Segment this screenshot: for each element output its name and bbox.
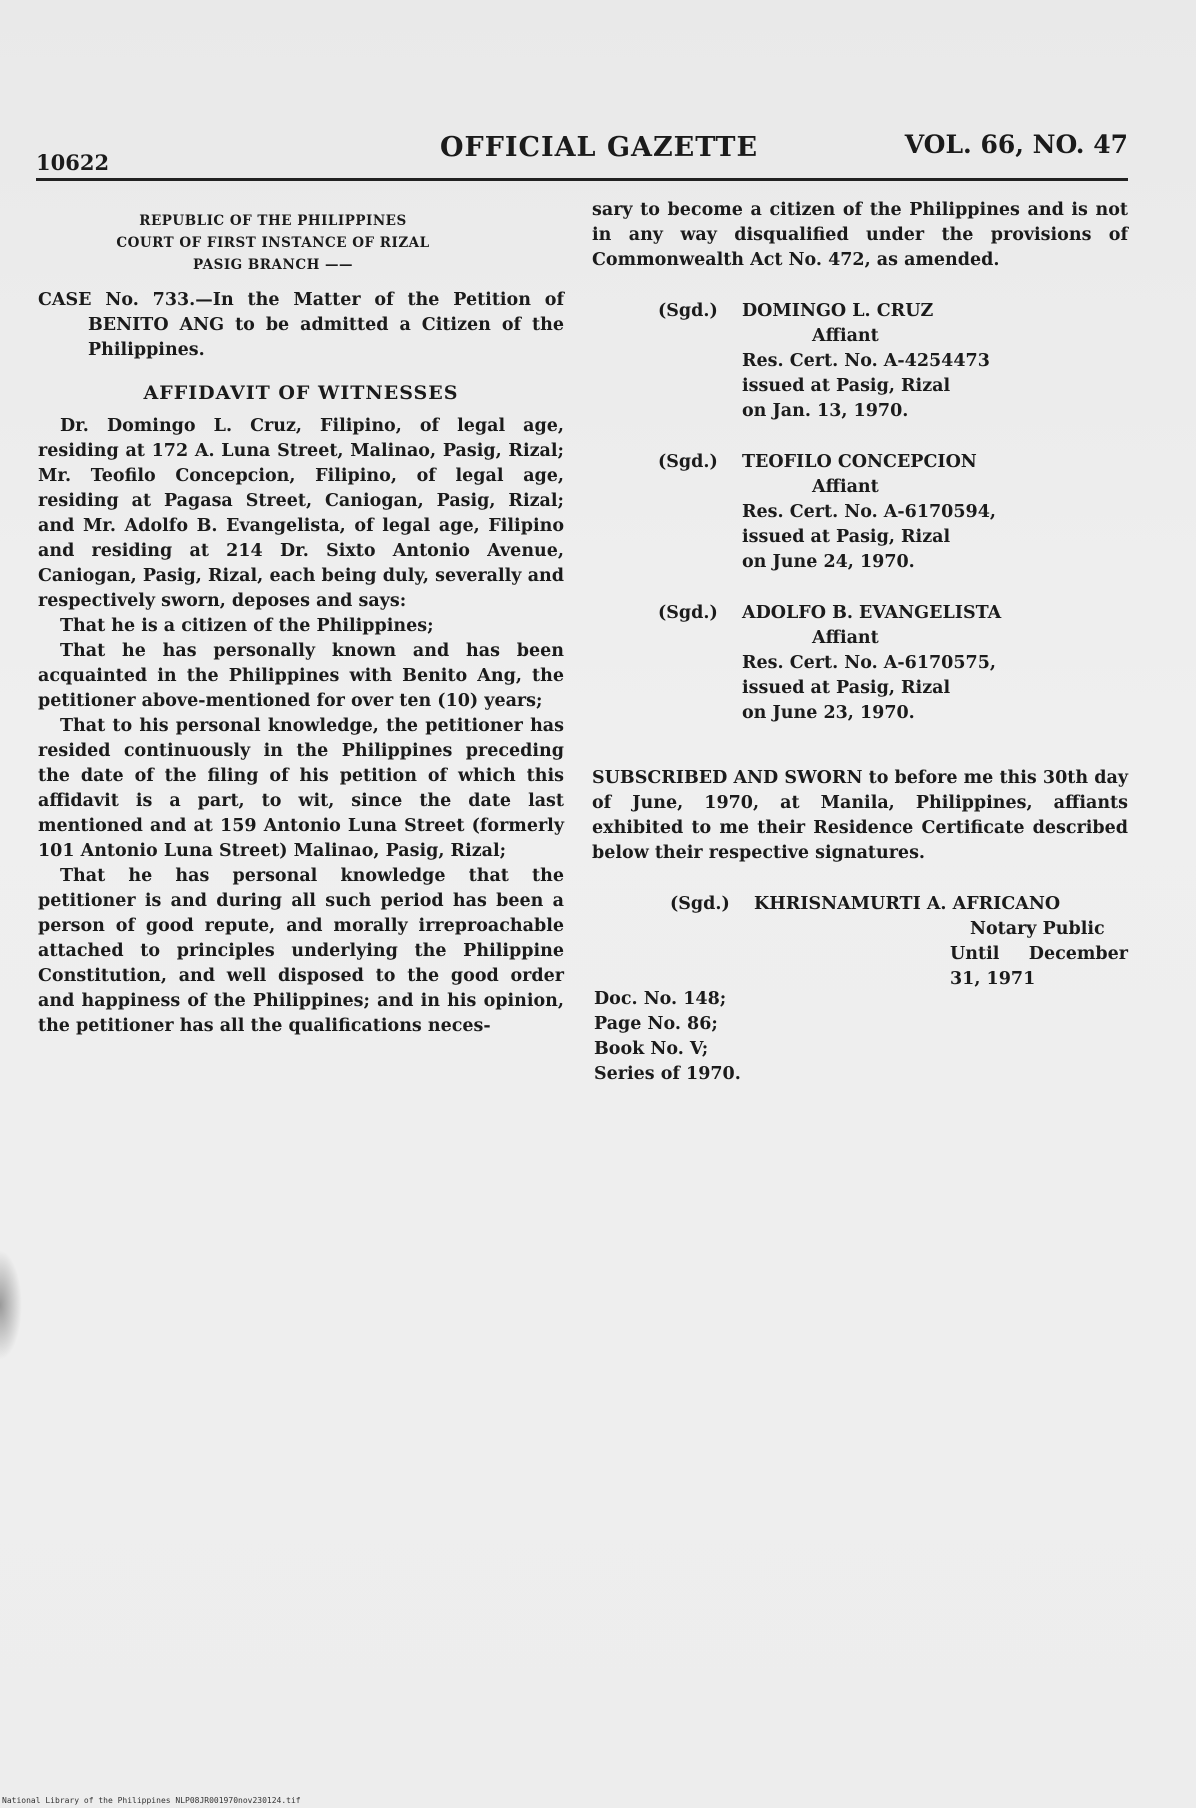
issued-place: issued at Pasig, Rizal bbox=[742, 527, 951, 547]
res-cert: Res. Cert. No. A-4254473 bbox=[742, 351, 990, 371]
subscribed-sworn-paragraph: SUBSCRIBED AND SWORN to before me this 30th day of June, 1970, at Manila, Philippines, affiants exhibited to me their Residence Certificate described below their respective signatures. bbox=[592, 768, 1128, 863]
affiant-role: Affiant bbox=[812, 477, 879, 497]
affiant-name: DOMINGO L. CRUZ bbox=[742, 301, 934, 321]
continuation-paragraph: sary to become a citizen of the Philippines and is not in any way disqualified under the provisions of Commonwealth Act No. 472, as amended. bbox=[592, 200, 1128, 270]
court-heading bbox=[108, 210, 438, 276]
notary-block bbox=[670, 892, 1128, 992]
paragraph-citizen: That he is a citizen of the Philippines; bbox=[60, 615, 434, 636]
page-header bbox=[36, 128, 1128, 175]
right-column bbox=[592, 198, 1128, 992]
book-number: Book No. V; bbox=[594, 1039, 709, 1059]
volume-number: VOL. 66, NO. 47 bbox=[904, 130, 1128, 159]
affiant-name: ADOLFO B. EVANGELISTA bbox=[742, 603, 1002, 623]
sgd-label: (Sgd.) bbox=[658, 452, 718, 472]
case-caption: CASE No. 733.—In the Matter of the Petition of BENITO ANG to be admitted a Citizen of the Philippines. bbox=[38, 290, 564, 360]
res-cert: Res. Cert. No. A-6170575, bbox=[742, 653, 996, 673]
page-number: 10622 bbox=[36, 150, 110, 175]
notary-sgd-label: (Sgd.) bbox=[670, 894, 730, 914]
court-line-1: REPUBLIC OF THE PHILIPPINES bbox=[139, 213, 407, 229]
paragraph-intro: Dr. Domingo L. Cruz, Filipino, of legal age, residing at 172 A. Luna Street, Malinao, Pasig, Rizal; Mr. Teofilo Concepcion, Filipino, of legal age, residing at Pagasa Street, Caniogan, Pasig, Rizal; and Mr. Adolfo B. Evangelista, of legal age, Filipino and residing at 214 Dr. Sixto Antonio Avenue, Caniogan, Pasig, Rizal, each being duly, severally and respectively sworn, deposes and says: bbox=[38, 415, 564, 611]
paragraph-repute: That he has personal knowledge that the petitioner is and during all such period has been a person of good repute, and morally irreproachable attached to principles underlying the Philippine Constitution, and well disposed to the good order and happiness of the Philippines; and in his opinion, the petitioner has all the qualifications neces- bbox=[38, 865, 564, 1036]
signature-block bbox=[658, 450, 1128, 575]
court-line-2: COURT OF FIRST INSTANCE OF RIZAL bbox=[116, 235, 430, 251]
scan-smudge bbox=[0, 1250, 22, 1360]
publication-title: OFFICIAL GAZETTE bbox=[440, 132, 759, 163]
paragraph-residence: That to his personal knowledge, the petitioner has resided continuously in the Philippines preceding the date of the filing of his petition of which this affidavit is a part, to wit, since the date last mentioned and at 159 Antonio Luna Street (formerly 101 Antonio Luna Street) Malinao, Pasig, Rizal; bbox=[38, 715, 564, 861]
issued-date: on June 23, 1970. bbox=[742, 703, 915, 723]
series-year: Series of 1970. bbox=[594, 1064, 741, 1084]
issued-place: issued at Pasig, Rizal bbox=[742, 376, 951, 396]
notary-title: Notary Public bbox=[970, 919, 1105, 939]
sgd-label: (Sgd.) bbox=[658, 603, 718, 623]
document-register bbox=[594, 987, 741, 1087]
left-column bbox=[38, 210, 564, 1039]
issued-place: issued at Pasig, Rizal bbox=[742, 678, 951, 698]
affiant-role: Affiant bbox=[812, 326, 879, 346]
paragraph-acquainted: That he has personally known and has been acquainted in the Philippines with Benito Ang, the petitioner above-mentioned for over ten (10) years; bbox=[38, 640, 564, 711]
scan-footer: National Library of the Philippines NLP08JR001970nov230124.tif bbox=[2, 1796, 301, 1805]
signature-block bbox=[658, 601, 1128, 726]
issued-date: on June 24, 1970. bbox=[742, 552, 915, 572]
court-line-3: PASIG BRANCH —— bbox=[192, 257, 354, 273]
issued-date: on Jan. 13, 1970. bbox=[742, 401, 909, 421]
affiant-role: Affiant bbox=[812, 628, 879, 648]
doc-number: Doc. No. 148; bbox=[594, 989, 727, 1009]
notary-name: KHRISNAMURTI A. AFRICANO bbox=[754, 894, 1061, 914]
page-number-entry: Page No. 86; bbox=[594, 1014, 718, 1034]
res-cert: Res. Cert. No. A-6170594, bbox=[742, 502, 996, 522]
notary-commission: Until December 31, 1971 bbox=[950, 944, 1128, 989]
affiant-name: TEOFILO CONCEPCION bbox=[742, 452, 977, 472]
sgd-label: (Sgd.) bbox=[658, 301, 718, 321]
header-rule bbox=[36, 178, 1128, 181]
affidavit-title: AFFIDAVIT OF WITNESSES bbox=[143, 381, 459, 404]
signature-block bbox=[658, 299, 1128, 424]
